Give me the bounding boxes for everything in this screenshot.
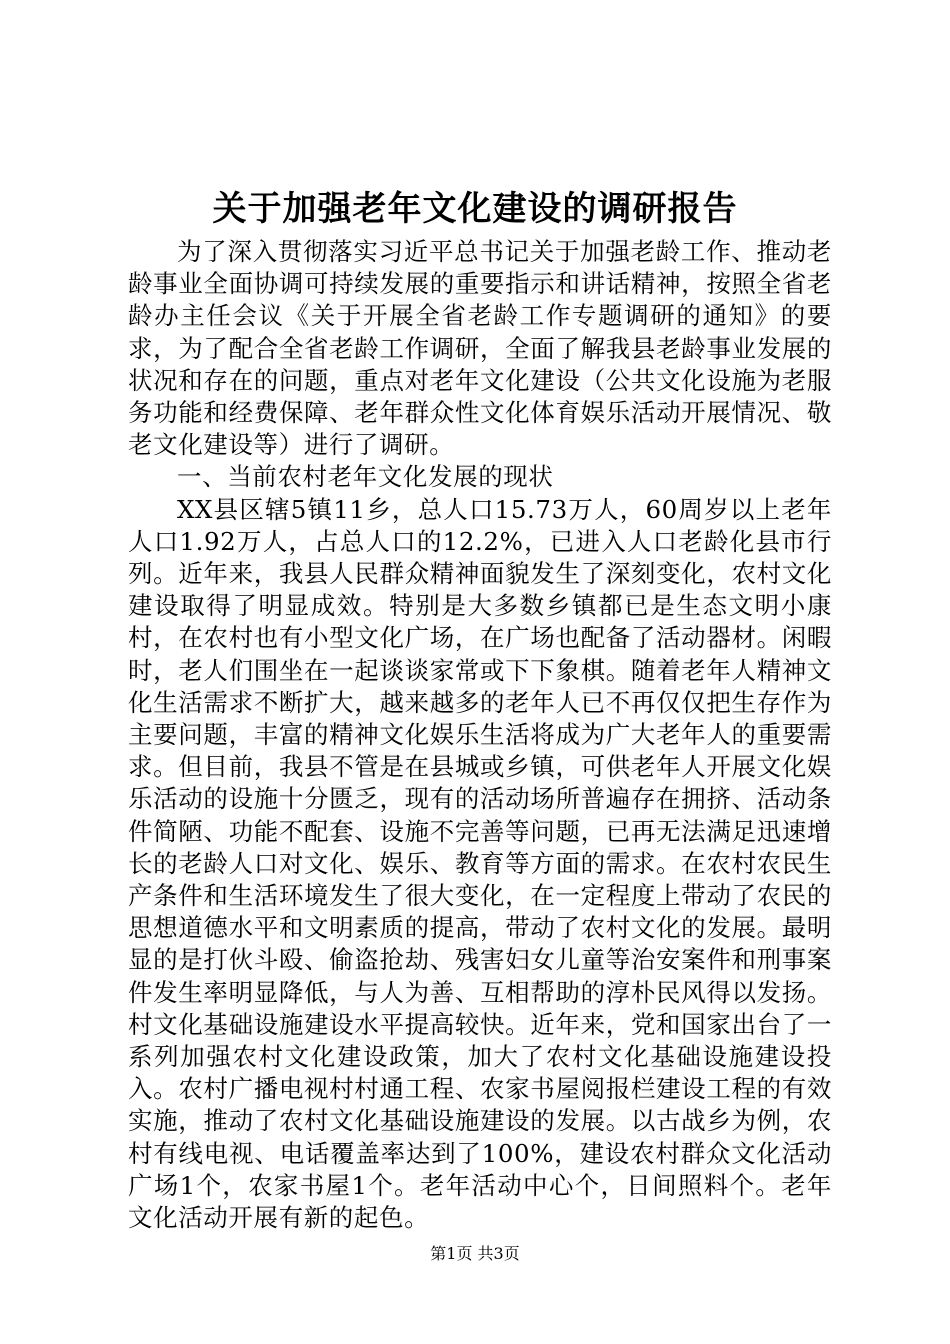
document-title: 关于加强老年文化建设的调研报告: [212, 189, 738, 229]
intro-paragraph: 为了深入贯彻落实习近平总书记关于加强老龄工作、推动老龄事业全面协调可持续发展的重要指示和讲话精神，按照全省老龄办主任会议《关于开展全省老龄工作专题调研的通知》的要求，为了配合全省老龄工作调研，全面了解我县老龄事业发展的状况和存在的问题，重点对老年文化建设（公共文化设施为老服务功能和经费保障、老年群众性文化体育娱乐活动开展情况、敬老文化建设等）进行了调研。: [128, 237, 832, 460]
body-paragraph: XX县区辖5镇11乡，总人口15.73万人，60周岁以上老年人口1.92万人，占总人口的12.2%，已进入人口老龄化县市行列。近年来，我县人民群众精神面貌发生了深刻变化，农村文化建设取得了明显成效。特别是大多数乡镇都已是生态文明小康村，在农村也有小型文化广场，在广场也配备了活动器材。闲暇时，老人们围坐在一起谈谈家常或下下象棋。随着老年人精神文化生活需求不断扩大，越来越多的老年人已不再仅仅把生存作为主要问题，丰富的精神文化娱乐生活将成为广大老年人的重要需求。但目前，我县不管是在县城或乡镇，可供老年人开展文化娱乐活动的设施十分匮乏，现有的活动场所普遍存在拥挤、活动条件简陋、功能不配套、设施不完善等问题，已再无法满足迅速增长的老龄人口对文化、娱乐、教育等方面的需求。在农村农民生产条件和生活环境发生了很大变化，在一定程度上带动了农民的思想道德水平和文明素质的提高，带动了农村文化的发展。最明显的是打伙斗殴、偷盗抢劫、残害妇女儿童等治安案件和刑事案件发生率明显降低，与人为善、互相帮助的淳朴民风得以发扬。村文化基础设施建设水平提高较快。近年来，党和国家出台了一系列加强农村文化建设政策，加大了农村文化基础设施建设投入。农村广播电视村村通工程、农家书屋阅报栏建设工程的有效实施，推动了农村文化基础设施建设的发展。以古战乡为例，农村有线电视、电话覆盖率达到了100%，建设农村群众文化活动广场1个，农家书屋1个。老年活动中心个，日间照料个。老年文化活动开展有新的起色。: [128, 494, 832, 1233]
page-footer: 第1页 共3页: [430, 1244, 520, 1263]
document-body: [128, 236, 832, 1234]
section-heading: 一、当前农村老年文化发展的现状: [177, 462, 554, 492]
